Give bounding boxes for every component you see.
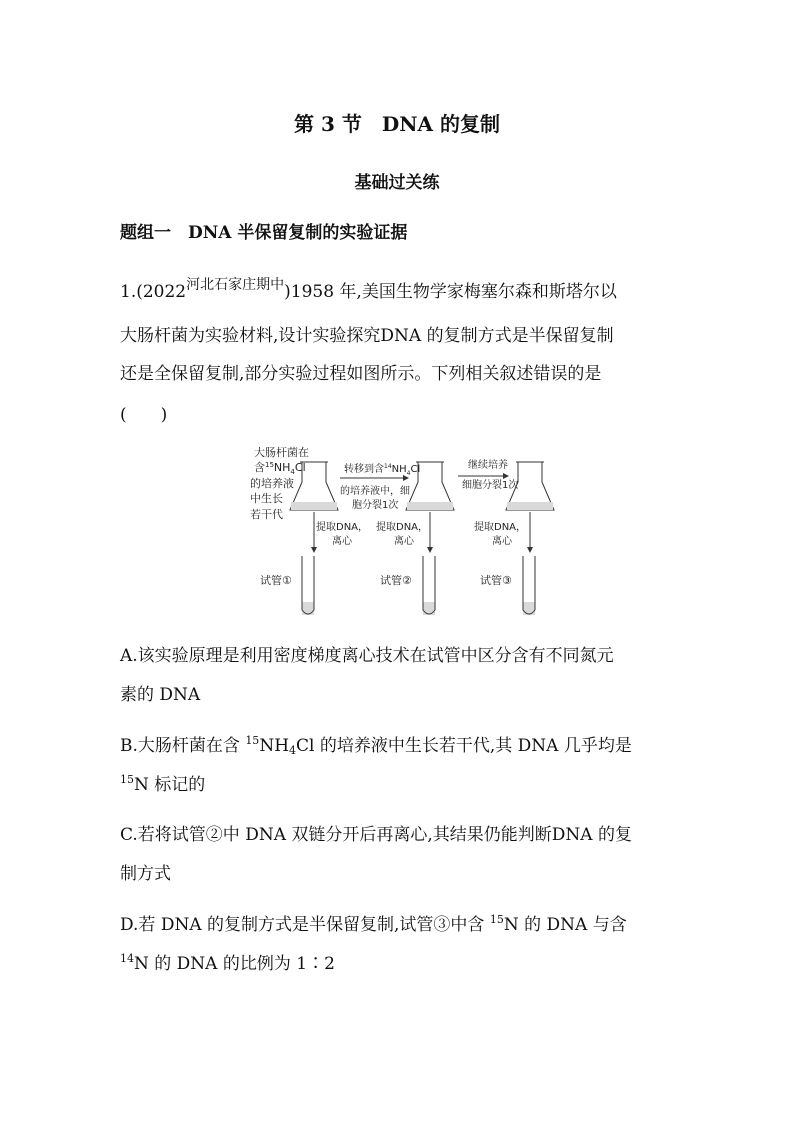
fig-step2-nh: NH [391,464,407,475]
fig-step2-sup: 14 [384,463,392,470]
fig-step1-nh: NH [273,461,291,474]
page-title: 第 3 节 DNA 的复制 [294,112,500,136]
option-b-text-3: Cl 的培养液中生长若干代,其 DNA 几乎均是 [296,736,632,756]
fig-extract-2-line2: 离心 [394,536,414,547]
option-d-line-1 [120,910,627,935]
fig-tube-2-label: 试管② [380,574,412,587]
question-line-1-rest: )1958 年,美国生物学家梅塞尔森和斯塔尔以 [284,282,617,302]
fig-step2-line2: 的培养液中，细 [340,486,410,497]
tube-1 [302,556,314,615]
option-b-text-4: N 标记的 [134,775,206,795]
section-subtitle: 基础过关练 [354,173,440,193]
svg-text:含15NH4Cl [254,460,306,476]
fig-step3-line1: 继续培养 [468,460,508,471]
fig-step3-line2: 细胞分裂1次 [462,480,519,491]
fig-step1-cl: Cl [294,461,306,474]
experiment-figure [240,438,560,623]
tube-3 [523,556,535,615]
fig-step2-sub: 4 [406,470,411,477]
fig-step1-line2a: 含 [254,461,265,474]
option-b-text-2: NH [259,736,290,756]
option-d-text-1: D.若 DNA 的复制方式是半保留复制,试管③中含 [120,915,490,935]
option-b-line-1 [120,731,632,756]
option-b-sup-2: 15 [120,773,134,786]
fig-step1-line4: 中生长 [250,492,283,505]
fig-step1-sub: 4 [290,468,295,476]
question-line-3: 还是全保留复制,部分实验过程如图所示。下列相关叙述错误的是 [120,364,602,384]
fig-step2-line3: 胞分裂1次 [352,500,399,511]
fig-step1-line3: 的培养液 [250,477,294,490]
question-number: 1.(2022 [120,282,187,302]
option-d-sup-1: 15 [489,913,504,926]
fig-step1-line5: 若干代 [250,508,283,521]
answer-bracket: ( ) [120,405,168,425]
fig-tube-3-label: 试管③ [480,574,512,587]
option-c-line-1: C.若将试管②中 DNA 双链分开后再离心,其结果仍能判断DNA 的复 [120,825,632,845]
fig-step2-cl: Cl [410,464,421,475]
fig-extract-1-line1: 提取DNA， [316,522,369,533]
option-a-line-1: A.该实验原理是利用密度梯度离心技术在试管中区分含有不同氮元 [120,646,614,666]
option-b-sub-1: 4 [289,744,297,757]
fig-step2-a: 转移到含 [344,464,384,475]
fig-extract-3-line2: 离心 [492,536,512,547]
fig-tube-1-label: 试管① [260,574,292,587]
question-group-heading: 题组一 DNA 半保留复制的实验证据 [120,223,408,243]
question-line-1 [120,277,617,302]
option-d-sup-2: 14 [120,952,134,965]
option-b-line-2 [120,770,205,795]
fig-extract-3-line1: 提取DNA， [474,522,527,533]
fig-extract-1-line2: 离心 [332,536,352,547]
question-line-2: 大肠杆菌为实验材料,设计实验探究DNA 的复制方式是半保留复制 [120,326,614,346]
option-b-sup-1: 15 [245,734,260,747]
svg-text:转移到含14NH4Cl [344,462,420,477]
question-source: 河北石家庄期中 [186,277,285,293]
option-d-text-3: N 的 DNA 的比例为 1∶2 [134,954,335,974]
fig-extract-2-line1: 提取DNA， [376,522,429,533]
option-a-line-2: 素的 DNA [120,685,201,705]
option-c-line-2: 制方式 [120,864,171,884]
option-d-line-2 [120,949,335,974]
fig-step1-sup: 15 [265,461,274,469]
option-d-text-2: N 的 DNA 与含 [503,915,627,935]
option-b-text-1: B.大肠杆菌在含 [120,736,246,756]
fig-step1-line1: 大肠杆菌在 [254,446,309,459]
tube-2 [423,556,435,615]
